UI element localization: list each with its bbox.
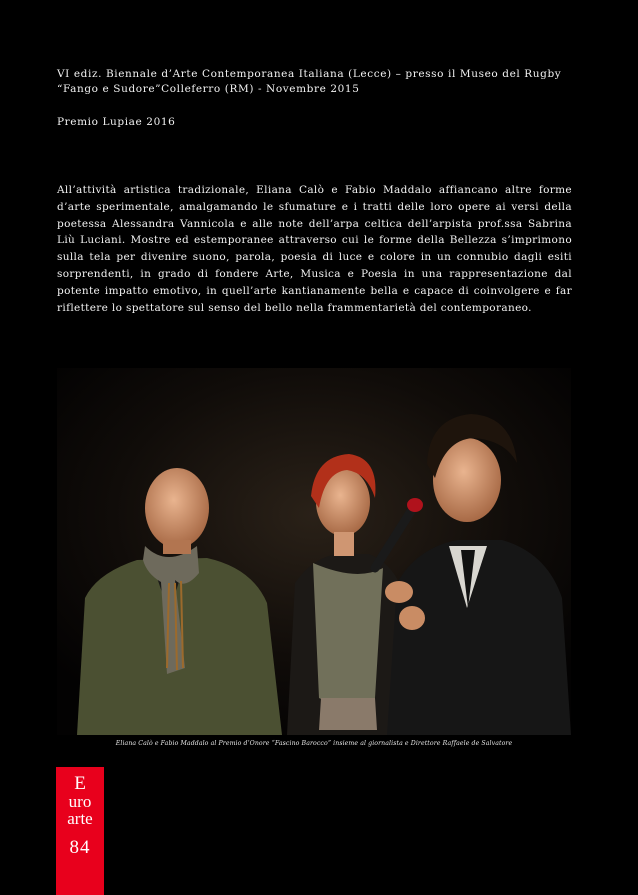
photo-illustration	[57, 368, 571, 735]
brand-line-1: E	[74, 773, 86, 794]
page-number: 84	[69, 837, 91, 858]
award-title: Premio Lupiae 2016	[57, 116, 176, 128]
photo-caption: Eliana Calò e Fabio Maddalo al Premio d’Onore “Fascino Barocco” insieme al giornalista e Direttore Raffaele de Salvatore	[115, 740, 513, 747]
event-photo	[57, 368, 571, 735]
header-line-1: VI ediz. Biennale d’Arte Contemporanea Italiana (Lecce) – presso il Museo del Rugby	[57, 68, 562, 80]
brand-line-3: arte	[67, 809, 93, 828]
header-line-2: “Fango e Sudore”Colleferro (RM) - Novembre 2015	[57, 83, 360, 95]
euroarte-brand-badge	[56, 767, 104, 895]
body-paragraph: All’attività artistica tradizionale, Eliana Calò e Fabio Maddalo affiancano altre forme d’arte sperimentale, amalgamando le sfumature e i tratti delle loro opere ai versi della poetessa Alessandra Vannicola e alle note dell’arpa celtica dell’arpista prof.ssa Sabrina Liù Luciani. Mostre ed estemporanee attraverso cui le forme della Bellezza s’imprimono sulla tela per divenire suono, parola, poesia di luce e colore in un connubio dagli esiti sorprendenti, in grado di fondere Arte, Musica e Poesia in una rappresentazione dal potente impatto emotivo, in quell’arte kantianamente bella e capace di coinvolgere e far riflettere lo spettatore sul senso del bello nella frammentarietà del contemporaneo.	[57, 184, 572, 314]
brand-line-2: uro	[68, 792, 92, 811]
header	[57, 67, 587, 97]
